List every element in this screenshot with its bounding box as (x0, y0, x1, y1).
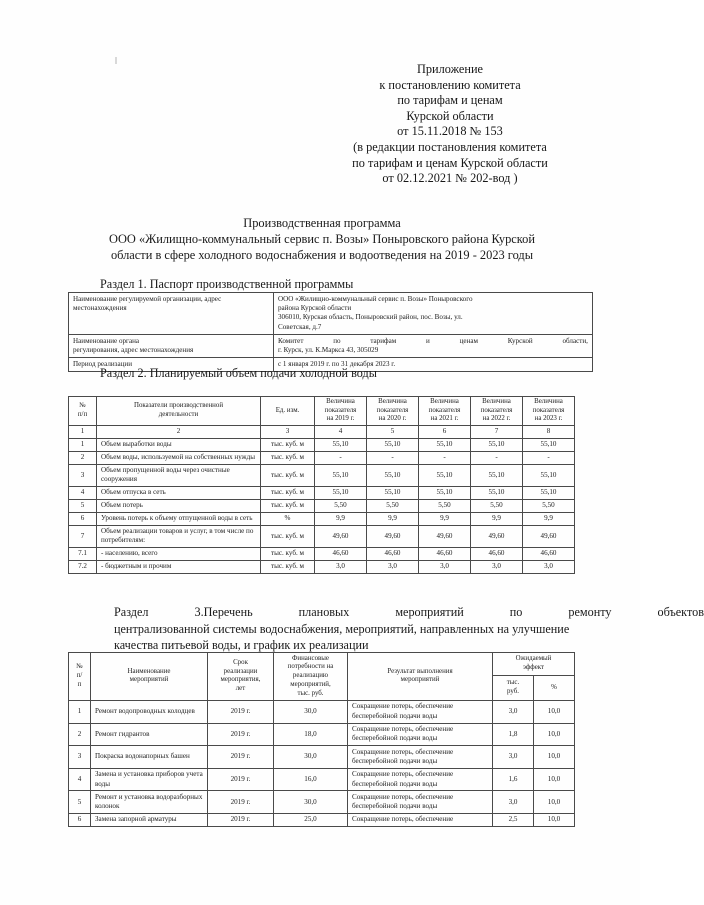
cell-value-2022: 55,10 (471, 486, 523, 499)
authority-word-2: по (333, 336, 341, 345)
col-header-value-2021 (419, 397, 471, 426)
s3-word-1: Раздел (114, 605, 149, 619)
passport-label-authority (69, 334, 274, 357)
cell-value-2020: 46,60 (367, 548, 419, 561)
hdr-2023-l1: Величина (534, 398, 563, 405)
cell-financial-need: 25,0 (274, 813, 348, 826)
cell-value-2021: 46,60 (419, 548, 471, 561)
cell-result: Сокращение потерь, обеспечение бесперебойной подачи воды (348, 723, 493, 746)
table-colnum-row (69, 425, 575, 438)
cell-unit: тыс. куб. м (261, 486, 315, 499)
passport-value-organization (274, 293, 593, 335)
hdr-2021-l1: Величина (430, 398, 459, 405)
cell-value-2023: 55,10 (523, 438, 575, 451)
cell-value-2022: 49,60 (471, 525, 523, 547)
hdr-2022-l1: Величина (482, 398, 511, 405)
cell-effect-rub: 2,5 (493, 813, 534, 826)
cell-value-2020: 49,60 (367, 525, 419, 547)
cell-value-2021: 9,9 (419, 512, 471, 525)
hdr-2023-l3: на 2023 г. (534, 415, 563, 423)
cell-row-number: 7.1 (69, 548, 97, 561)
hdr-2023-l2: показателя (532, 406, 565, 414)
cell-value-2019: 46,60 (315, 548, 367, 561)
cell-value-2020: 55,10 (367, 438, 419, 451)
t3-term-l3: мероприятия, (220, 676, 261, 684)
cell-value-2021: 5,50 (419, 499, 471, 512)
col-header-expected-effect (493, 653, 575, 676)
cell-value-2021: - (419, 451, 471, 464)
cell-value-2020: 3,0 (367, 561, 419, 574)
cell-indicator-name: - населению, всего (97, 548, 261, 561)
cell-value-2023: 46,60 (523, 548, 575, 561)
col-header-indicator (97, 397, 261, 426)
cell-measure-name: Ремонт гидрантов (91, 723, 208, 746)
cell-effect-pct: 10,0 (534, 791, 575, 814)
cell-value-2022: 9,9 (471, 512, 523, 525)
cell-unit: тыс. куб. м (261, 438, 315, 451)
cell-measure-name: Ремонт водопроводных колодцев (91, 700, 208, 723)
cell-value-2020: - (367, 451, 419, 464)
cell-row-number: 7.2 (69, 561, 97, 574)
header-line-1: Приложение (417, 62, 483, 76)
colnum-8: 8 (523, 425, 575, 438)
cell-measure-name: Замена и установка приборов учета воды (91, 768, 208, 791)
cell-indicator-name: Объем потерь (97, 499, 261, 512)
passport-table (68, 292, 593, 372)
cell-row-number: 1 (69, 700, 91, 723)
cell-indicator-name: Объем реализации товаров и услуг, в том числе по потребителям: (97, 525, 261, 547)
col-header-result (348, 653, 493, 701)
authority-word-3: тарифам (370, 336, 397, 345)
t3-fin-l1: Финансовые (291, 654, 329, 662)
hdr-2022-l2: показателя (480, 406, 513, 414)
cell-effect-rub: 1,6 (493, 768, 534, 791)
cell-value-2019: 9,9 (315, 512, 367, 525)
table-row (69, 813, 575, 826)
authority-word-7: области, (562, 336, 588, 345)
colnum-1: 1 (69, 425, 97, 438)
s3-word-5: по (509, 605, 523, 619)
cell-financial-need: 30,0 (274, 746, 348, 769)
cell-value-2022: - (471, 451, 523, 464)
col-header-measure-name (91, 653, 208, 701)
cell-value-2021: 3,0 (419, 561, 471, 574)
cell-value-2019: 3,0 (315, 561, 367, 574)
authority-value-line-1 (278, 337, 588, 346)
cell-row-number: 3 (69, 464, 97, 486)
colnum-7: 7 (471, 425, 523, 438)
t3-eff-rub-l2: руб. (507, 688, 519, 696)
document-header (300, 62, 600, 187)
authority-word-4: и (426, 336, 430, 345)
s3-word-6: ремонту (568, 605, 612, 619)
col-header-number (69, 397, 97, 426)
table-row (69, 464, 575, 486)
colnum-3: 3 (261, 425, 315, 438)
table-row (69, 768, 575, 791)
cell-value-2023: 9,9 (523, 512, 575, 525)
hdr-2021-l3: на 2021 г. (430, 415, 459, 423)
org-line-1: ООО «Жилищно-коммунальный сервис п. Возы» Поныровского (278, 295, 473, 303)
cell-effect-rub: 3,0 (493, 791, 534, 814)
col-header-indicator-l2: деятельности (158, 410, 199, 418)
t3-fin-l5: тыс. руб. (297, 689, 324, 697)
t3-name-l2: мероприятий (129, 676, 169, 684)
cell-value-2019: 49,60 (315, 525, 367, 547)
col-header-financial-need (274, 653, 348, 701)
cell-unit: тыс. куб. м (261, 548, 315, 561)
cell-financial-need: 30,0 (274, 700, 348, 723)
t3-fin-l3: реализацию (292, 672, 329, 680)
header-line-5: от 15.11.2018 № 153 (397, 124, 503, 139)
cell-row-number: 6 (69, 512, 97, 525)
org-line-4: Советская, д.7 (278, 322, 322, 331)
col-header-effect-pct: % (534, 676, 575, 701)
hdr-2020-l3: на 2020 г. (378, 415, 407, 423)
cell-financial-need: 30,0 (274, 791, 348, 814)
hdr-2020-l1: Величина (378, 398, 407, 405)
cell-row-number: 6 (69, 813, 91, 826)
cell-unit: тыс. куб. м (261, 499, 315, 512)
s3-word-4: мероприятий (395, 605, 464, 619)
cell-indicator-name: Объем отпуска в сеть (97, 486, 261, 499)
cell-value-2022: 55,10 (471, 438, 523, 451)
t3-num-l1: № (76, 663, 83, 671)
passport-label-period: Период реализации (69, 358, 274, 372)
cell-row-number: 3 (69, 746, 91, 769)
title-line-2: ООО «Жилищно-коммунальный сервис п. Возы» Поныровского района Курской (109, 231, 535, 246)
t3-num-l2: п/ (76, 672, 83, 680)
s3-word-7: объектов (657, 605, 704, 619)
cell-value-2020: 55,10 (367, 486, 419, 499)
table-row (69, 499, 575, 512)
table-row (69, 334, 593, 357)
cell-value-2021: 55,10 (419, 464, 471, 486)
section-3-line-1 (68, 604, 704, 621)
cell-financial-need: 18,0 (274, 723, 348, 746)
program-title (48, 216, 596, 263)
table-row (69, 451, 575, 464)
table-row (69, 561, 575, 574)
colnum-4: 4 (315, 425, 367, 438)
header-line-8: от 02.12.2021 № 202-вод ) (382, 171, 518, 186)
col-header-indicator-l1: Показатели производственной (133, 402, 224, 410)
cell-unit: тыс. куб. м (261, 561, 315, 574)
header-line-7: по тарифам и ценам Курской области (352, 155, 548, 170)
header-line-2: к постановлению комитета (379, 77, 521, 92)
cell-unit: тыс. куб. м (261, 464, 315, 486)
org-line-2: района Курской области (278, 304, 352, 313)
col-header-effect-rub (493, 676, 534, 701)
hdr-2019-l3: на 2019 г. (326, 415, 355, 423)
passport-label-organization: Наименование регулируемой организации, адрес местонахождения (69, 293, 274, 335)
cell-result: Сокращение потерь, обеспечение бесперебойной подачи воды (348, 768, 493, 791)
table-header-row (69, 397, 575, 426)
t3-name-l1: Наименование (127, 667, 171, 675)
cell-term: 2019 г. (208, 746, 274, 769)
cell-value-2020: 9,9 (367, 512, 419, 525)
cell-value-2022: 46,60 (471, 548, 523, 561)
hdr-2019-l2: показателя (324, 406, 357, 414)
table-row (69, 438, 575, 451)
cell-value-2023: 3,0 (523, 561, 575, 574)
cell-row-number: 5 (69, 791, 91, 814)
header-line-3: по тарифам и ценам (397, 93, 503, 108)
authority-value-line-2: г. Курск, ул. К.Маркса 43, 305029 (278, 346, 379, 355)
cell-value-2020: 5,50 (367, 499, 419, 512)
cell-effect-pct: 10,0 (534, 813, 575, 826)
cell-row-number: 2 (69, 723, 91, 746)
title-line-1: Производственная программа (243, 216, 401, 230)
table-row (69, 512, 575, 525)
hdr-2019-l1: Величина (326, 398, 355, 405)
cell-row-number: 4 (69, 768, 91, 791)
measures-table-body (69, 700, 575, 826)
col-header-number (69, 653, 91, 701)
t3-eff-l2: эффект (522, 664, 545, 672)
t3-term-l1: Срок (233, 658, 248, 666)
section-3-line-2: централизованной системы водоснабжения, мероприятий, направленных на улучшение (114, 621, 570, 636)
cell-term: 2019 г. (208, 813, 274, 826)
cell-value-2020: 55,10 (367, 464, 419, 486)
table-row (69, 723, 575, 746)
cell-value-2023: 5,50 (523, 499, 575, 512)
cell-row-number: 5 (69, 499, 97, 512)
colnum-5: 5 (367, 425, 419, 438)
header-line-6: (в редакции постановления комитета (353, 139, 547, 154)
section-1-heading: Раздел 1. Паспорт производственной программы (100, 277, 354, 291)
table-row (69, 700, 575, 723)
table-header-row (69, 653, 575, 676)
cell-effect-rub: 3,0 (493, 700, 534, 723)
title-line-3: области в сфере холодного водоснабжения и водоотведения на 2019 - 2023 годы (110, 247, 534, 262)
cell-indicator-name: Объем воды, используемой на собственных нужды (97, 451, 261, 464)
cell-value-2023: 55,10 (523, 486, 575, 499)
col-header-value-2023 (523, 397, 575, 426)
cell-row-number: 7 (69, 525, 97, 547)
table-row (69, 486, 575, 499)
passport-value-authority (274, 334, 593, 357)
authority-label-line-2: регулирования, адрес местонахождения (73, 346, 194, 355)
cell-value-2019: 55,10 (315, 464, 367, 486)
t3-res-l1: Результат выполнения (387, 667, 453, 675)
cell-term: 2019 г. (208, 700, 274, 723)
cell-value-2019: 5,50 (315, 499, 367, 512)
s3-word-2: 3.Перечень (194, 605, 253, 619)
cell-value-2023: 49,60 (523, 525, 575, 547)
cell-value-2021: 55,10 (419, 438, 471, 451)
cell-indicator-name: - бюджетным и прочим (97, 561, 261, 574)
table-row (69, 746, 575, 769)
s3-word-3: плановых (298, 605, 350, 619)
t3-num-l3: п (77, 680, 82, 688)
authority-word-5: ценам (459, 336, 479, 345)
scan-artifact (115, 57, 117, 64)
cell-unit: % (261, 512, 315, 525)
t3-term-l2: реализации (223, 667, 258, 675)
table-row (69, 548, 575, 561)
table-row (69, 525, 575, 547)
cell-row-number: 4 (69, 486, 97, 499)
t3-term-l4: лет (235, 685, 246, 693)
cell-value-2019: 55,10 (315, 486, 367, 499)
t3-res-l2: мероприятий (400, 676, 440, 684)
cell-result: Сокращение потерь, обеспечение бесперебойной подачи воды (348, 791, 493, 814)
cell-unit: тыс. куб. м (261, 525, 315, 547)
cell-term: 2019 г. (208, 768, 274, 791)
t3-eff-rub-l1: тыс. (506, 679, 520, 687)
t3-fin-l2: потребности на (287, 663, 334, 671)
volumes-table-body (69, 438, 575, 573)
cell-result: Сокращение потерь, обеспечение (348, 813, 493, 826)
cell-value-2019: - (315, 451, 367, 464)
col-header-value-2022 (471, 397, 523, 426)
col-header-number-l2: п/п (77, 410, 88, 418)
section-3-heading (68, 604, 704, 654)
cell-indicator-name: Объем выработки воды (97, 438, 261, 451)
col-header-term (208, 653, 274, 701)
cell-effect-pct: 10,0 (534, 768, 575, 791)
cell-measure-name: Замена запорной арматуры (91, 813, 208, 826)
cell-measure-name: Покраска водонапорных башен (91, 746, 208, 769)
cell-effect-pct: 10,0 (534, 700, 575, 723)
table-row (69, 791, 575, 814)
cell-value-2022: 3,0 (471, 561, 523, 574)
header-line-4: Курской области (406, 108, 494, 123)
cell-effect-rub: 1,8 (493, 723, 534, 746)
section-2-heading: Раздел 2. Планируемый объем подачи холодной воды (100, 366, 377, 380)
col-header-unit: Ед. изм. (261, 397, 315, 426)
col-header-value-2020 (367, 397, 419, 426)
cell-value-2023: - (523, 451, 575, 464)
hdr-2021-l2: показателя (428, 406, 461, 414)
passport-value-period: с 1 января 2019 г. по 31 декабря 2023 г. (274, 358, 593, 372)
cell-row-number: 2 (69, 451, 97, 464)
org-line-3: 306010, Курская область, Поныровский район, пос. Возы, ул. (278, 313, 463, 322)
cell-value-2023: 55,10 (523, 464, 575, 486)
cell-unit: тыс. куб. м (261, 451, 315, 464)
cell-term: 2019 г. (208, 791, 274, 814)
volumes-table (68, 396, 575, 574)
cell-term: 2019 г. (208, 723, 274, 746)
cell-result: Сокращение потерь, обеспечение бесперебойной подачи воды (348, 700, 493, 723)
hdr-2022-l3: на 2022 г. (482, 415, 511, 423)
cell-value-2022: 5,50 (471, 499, 523, 512)
col-header-value-2019 (315, 397, 367, 426)
cell-financial-need: 16,0 (274, 768, 348, 791)
cell-value-2021: 49,60 (419, 525, 471, 547)
t3-fin-l4: мероприятий, (290, 680, 331, 688)
section-3-line-3: качества питьевой воды, и график их реализации (114, 638, 369, 652)
authority-word-6: Курской (507, 336, 533, 345)
authority-label-line-1: Наименование органа (73, 336, 140, 345)
hdr-2020-l2: показателя (376, 406, 409, 414)
col-header-number-l1: № (79, 402, 86, 410)
t3-eff-l1: Ожидаемый (515, 655, 552, 663)
cell-value-2019: 55,10 (315, 438, 367, 451)
cell-indicator-name: Объем пропущенной воды через очистные сооружения (97, 464, 261, 486)
cell-measure-name: Ремонт и установка водоразборных колонок (91, 791, 208, 814)
cell-value-2021: 55,10 (419, 486, 471, 499)
cell-effect-pct: 10,0 (534, 723, 575, 746)
colnum-6: 6 (419, 425, 471, 438)
colnum-2: 2 (97, 425, 261, 438)
table-row (69, 293, 593, 335)
measures-table (68, 652, 575, 827)
cell-effect-rub: 3,0 (493, 746, 534, 769)
cell-effect-pct: 10,0 (534, 746, 575, 769)
cell-indicator-name: Уровень потерь к объему отпущенной воды в сеть (97, 512, 261, 525)
authority-word-1: Комитет (278, 336, 304, 345)
cell-row-number: 1 (69, 438, 97, 451)
cell-value-2022: 55,10 (471, 464, 523, 486)
cell-result: Сокращение потерь, обеспечение бесперебойной подачи воды (348, 746, 493, 769)
